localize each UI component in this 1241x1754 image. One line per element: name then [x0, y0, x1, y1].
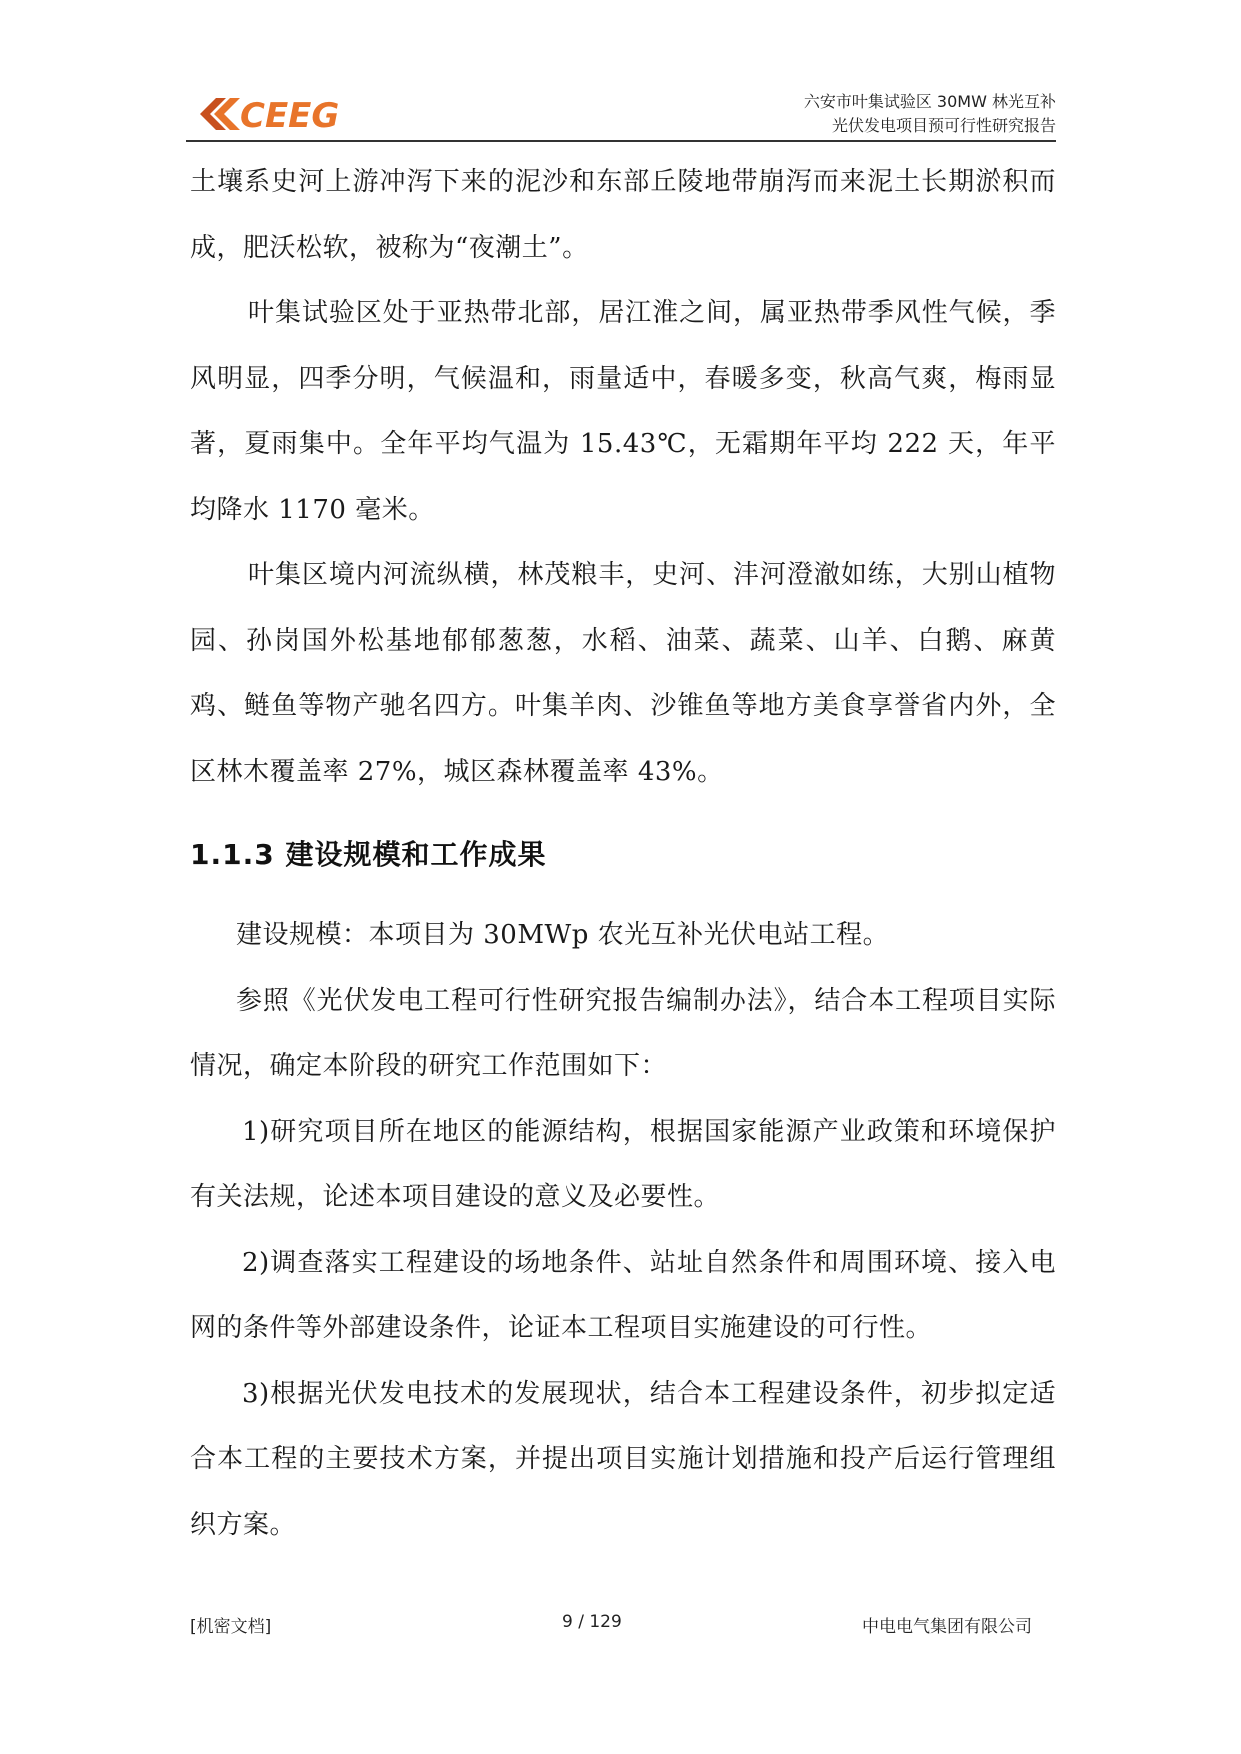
- document-title-line1: 六安市叶集试验区 30MW 林光互补: [803, 92, 1056, 111]
- page-footer: [190, 1612, 1056, 1642]
- list-item-2: 2)调查落实工程建设的场地条件、站址自然条件和周围环境、接入电网的条件等外部建设条件，论证本工程项目实施建设的可行性。: [190, 1247, 1056, 1343]
- confidential-label: [机密文档]: [190, 1617, 272, 1637]
- page-header: [186, 84, 1056, 144]
- logo-text: CEEG: [240, 96, 340, 134]
- list-item-1: 1)研究项目所在地区的能源结构，根据国家能源产业政策和环境保护有关法规，论述本项目建设的意义及必要性。: [190, 1116, 1056, 1212]
- ceeg-logo: [200, 94, 350, 134]
- paragraph-climate: 叶集试验区处于亚热带北部，居江淮之间，属亚热带季风性气候，季风明显，四季分明，气候温和，雨量适中，春暖多变，秋高气爽，梅雨显著，夏雨集中。全年平均气温为 15.43℃，无霜期年平均 222 天，年平均降水 1170 毫米。: [190, 298, 1056, 525]
- document-title: [804, 90, 1056, 138]
- paragraph-soil: 土壤系史河上游冲泻下来的泥沙和东部丘陵地带崩泻而来泥土长期淤积而成，肥沃松软，被称为“夜潮土”。: [190, 167, 1056, 263]
- ceeg-logo-icon: [200, 94, 350, 134]
- list-item-3: 3)根据光伏发电技术的发展现状，结合本工程建设条件，初步拟定适合本工程的主要技术方案，并提出项目实施计划措施和投产后运行管理组织方案。: [190, 1378, 1056, 1540]
- header-divider: [186, 140, 1056, 142]
- page-body: [190, 150, 1056, 1558]
- paragraph-resources: 叶集区境内河流纵横，林茂粮丰，史河、沣河澄澈如练，大别山植物园、孙岗国外松基地郁郁葱葱，水稻、油菜、蔬菜、山羊、白鹅、麻黄鸡、鲢鱼等物产驰名四方。叶集羊肉、沙锥鱼等地方美食享誉省内外，全区林木覆盖率 27%，城区森林覆盖率 43%。: [190, 560, 1056, 787]
- paragraph-scope-intro: 参照《光伏发电工程可行性研究报告编制办法》，结合本工程项目实际情况，确定本阶段的研究工作范围如下：: [190, 985, 1056, 1081]
- document-title-line2: 光伏发电项目预可行性研究报告: [831, 116, 1056, 135]
- paragraph-scale: 建设规模：本项目为 30MWp 农光互补光伏电站工程。: [236, 920, 890, 950]
- page-number: 9 / 129: [562, 1612, 622, 1632]
- section-heading: 1.1.3 建设规模和工作成果: [190, 838, 547, 871]
- company-name: 中电电气集团有限公司: [862, 1617, 1032, 1637]
